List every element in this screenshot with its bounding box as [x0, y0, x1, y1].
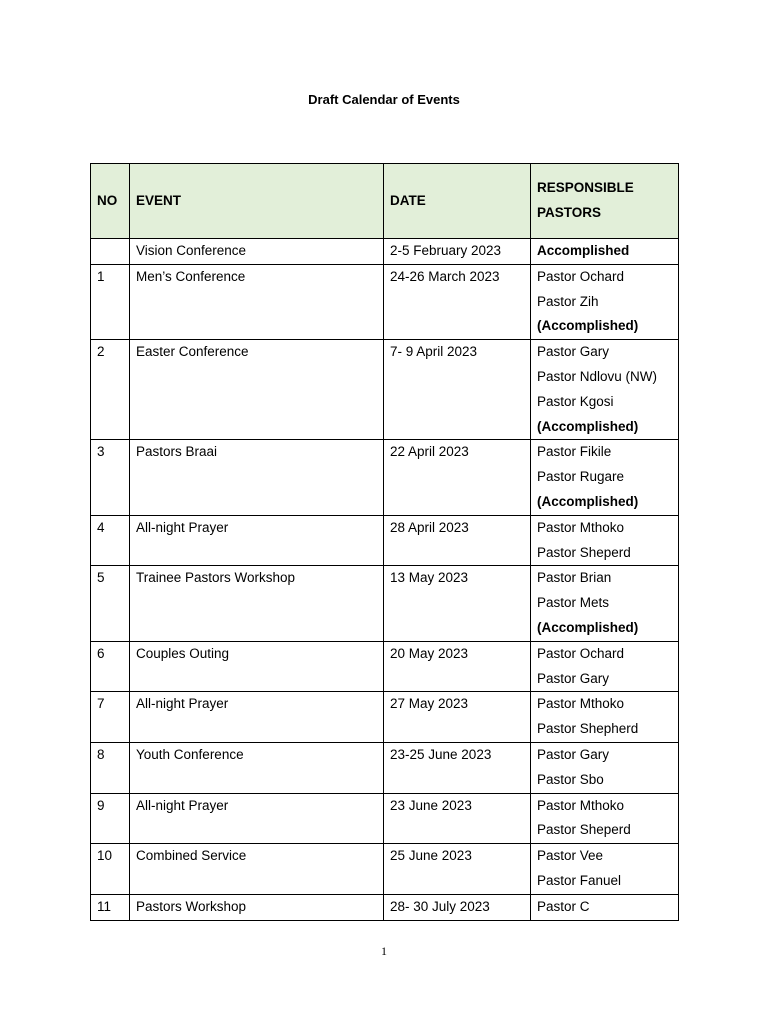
cell-date: 7- 9 April 2023 [384, 340, 531, 440]
cell-responsible-pastors [531, 440, 679, 515]
cell-no: 8 [91, 742, 130, 793]
cell-date: 25 June 2023 [384, 844, 531, 895]
table-row [91, 264, 679, 339]
pastor-name: Pastor Mthoko [537, 696, 625, 712]
cell-no: 5 [91, 566, 130, 641]
table-row [91, 340, 679, 440]
cell-event: Youth Conference [130, 742, 384, 793]
cell-event: Men’s Conference [130, 264, 384, 339]
cell-date: 28 April 2023 [384, 515, 531, 566]
cell-responsible-pastors [531, 239, 679, 265]
cell-event: All-night Prayer [130, 793, 384, 844]
cell-no: 9 [91, 793, 130, 844]
status-label: (Accomplished) [537, 493, 639, 509]
table-row [91, 793, 679, 844]
cell-event: Pastors Workshop [130, 894, 384, 920]
pastor-name: Pastor Gary [537, 746, 610, 762]
cell-responsible-pastors [531, 515, 679, 566]
pastor-name: Pastor Kgosi [537, 393, 614, 409]
pastor-name: Pastor Shepherd [537, 721, 639, 737]
pastor-name: Pastor Mets [537, 595, 610, 611]
header-no: NO [91, 164, 130, 239]
header-responsible-pastors [531, 164, 679, 239]
cell-no: 10 [91, 844, 130, 895]
cell-no: 3 [91, 440, 130, 515]
cell-no: 1 [91, 264, 130, 339]
header-event: EVENT [130, 164, 384, 239]
cell-date: 20 May 2023 [384, 641, 531, 692]
pastor-name: Pastor Ndlovu (NW) [537, 368, 658, 384]
header-row [91, 164, 679, 239]
document-title: Draft Calendar of Events [308, 92, 460, 107]
cell-date: 22 April 2023 [384, 440, 531, 515]
table-row [91, 566, 679, 641]
table-row [91, 894, 679, 920]
table-row [91, 844, 679, 895]
table-row [91, 515, 679, 566]
pastor-name: Pastor Fikile [537, 444, 612, 460]
cell-event: Couples Outing [130, 641, 384, 692]
cell-event: Combined Service [130, 844, 384, 895]
header-pastors-line-1: RESPONSIBLE [537, 180, 634, 196]
status-label: (Accomplished) [537, 418, 639, 434]
pastor-name: Pastor Ochard [537, 645, 625, 661]
pastor-name: Pastor Gary [537, 344, 610, 360]
pastor-name: Pastor Vee [537, 848, 604, 864]
cell-event: All-night Prayer [130, 515, 384, 566]
table-row [91, 440, 679, 515]
cell-no: 7 [91, 692, 130, 743]
cell-date: 28- 30 July 2023 [384, 894, 531, 920]
cell-date: 23 June 2023 [384, 793, 531, 844]
cell-no [91, 239, 130, 265]
status-label: Accomplished [537, 243, 630, 258]
cell-responsible-pastors [531, 742, 679, 793]
events-table [90, 163, 679, 921]
pastor-name: Pastor Brian [537, 570, 612, 586]
table-row [91, 692, 679, 743]
header-pastors-line-2: PASTORS [537, 205, 602, 220]
cell-responsible-pastors [531, 844, 679, 895]
table-header [91, 164, 679, 239]
cell-no: 4 [91, 515, 130, 566]
cell-responsible-pastors [531, 264, 679, 339]
pastor-name: Pastor Sheperd [537, 544, 631, 560]
cell-date: 2-5 February 2023 [384, 239, 531, 265]
status-label: (Accomplished) [537, 619, 639, 635]
table-row [91, 239, 679, 265]
pastor-name: Pastor Fanuel [537, 872, 622, 888]
pastor-name: Pastor Ochard [537, 268, 625, 284]
pastor-name: Pastor Sheperd [537, 822, 631, 838]
cell-responsible-pastors [531, 894, 679, 920]
table-row [91, 742, 679, 793]
cell-date: 13 May 2023 [384, 566, 531, 641]
cell-event: Pastors Braai [130, 440, 384, 515]
table-body [91, 239, 679, 921]
cell-responsible-pastors [531, 692, 679, 743]
cell-responsible-pastors [531, 641, 679, 692]
status-label: (Accomplished) [537, 318, 639, 334]
pastor-name: Pastor Gary [537, 670, 610, 686]
cell-no: 11 [91, 894, 130, 920]
cell-responsible-pastors [531, 566, 679, 641]
cell-date: 24-26 March 2023 [384, 264, 531, 339]
pastor-name: Pastor Rugare [537, 469, 625, 485]
cell-event: All-night Prayer [130, 692, 384, 743]
cell-event: Easter Conference [130, 340, 384, 440]
table-row [91, 641, 679, 692]
header-date: DATE [384, 164, 531, 239]
cell-responsible-pastors [531, 340, 679, 440]
pastor-name: Pastor Mthoko [537, 797, 625, 813]
cell-no: 6 [91, 641, 130, 692]
cell-responsible-pastors [531, 793, 679, 844]
cell-event: Vision Conference [130, 239, 384, 265]
pastor-name: Pastor Mthoko [537, 519, 625, 535]
pastor-name: Pastor Sbo [537, 771, 604, 787]
cell-date: 23-25 June 2023 [384, 742, 531, 793]
pastor-name: Pastor Zih [537, 293, 599, 309]
cell-no: 2 [91, 340, 130, 440]
cell-event: Trainee Pastors Workshop [130, 566, 384, 641]
pastor-name: Pastor C [537, 898, 590, 914]
page-number: 1 [381, 944, 387, 958]
cell-date: 27 May 2023 [384, 692, 531, 743]
